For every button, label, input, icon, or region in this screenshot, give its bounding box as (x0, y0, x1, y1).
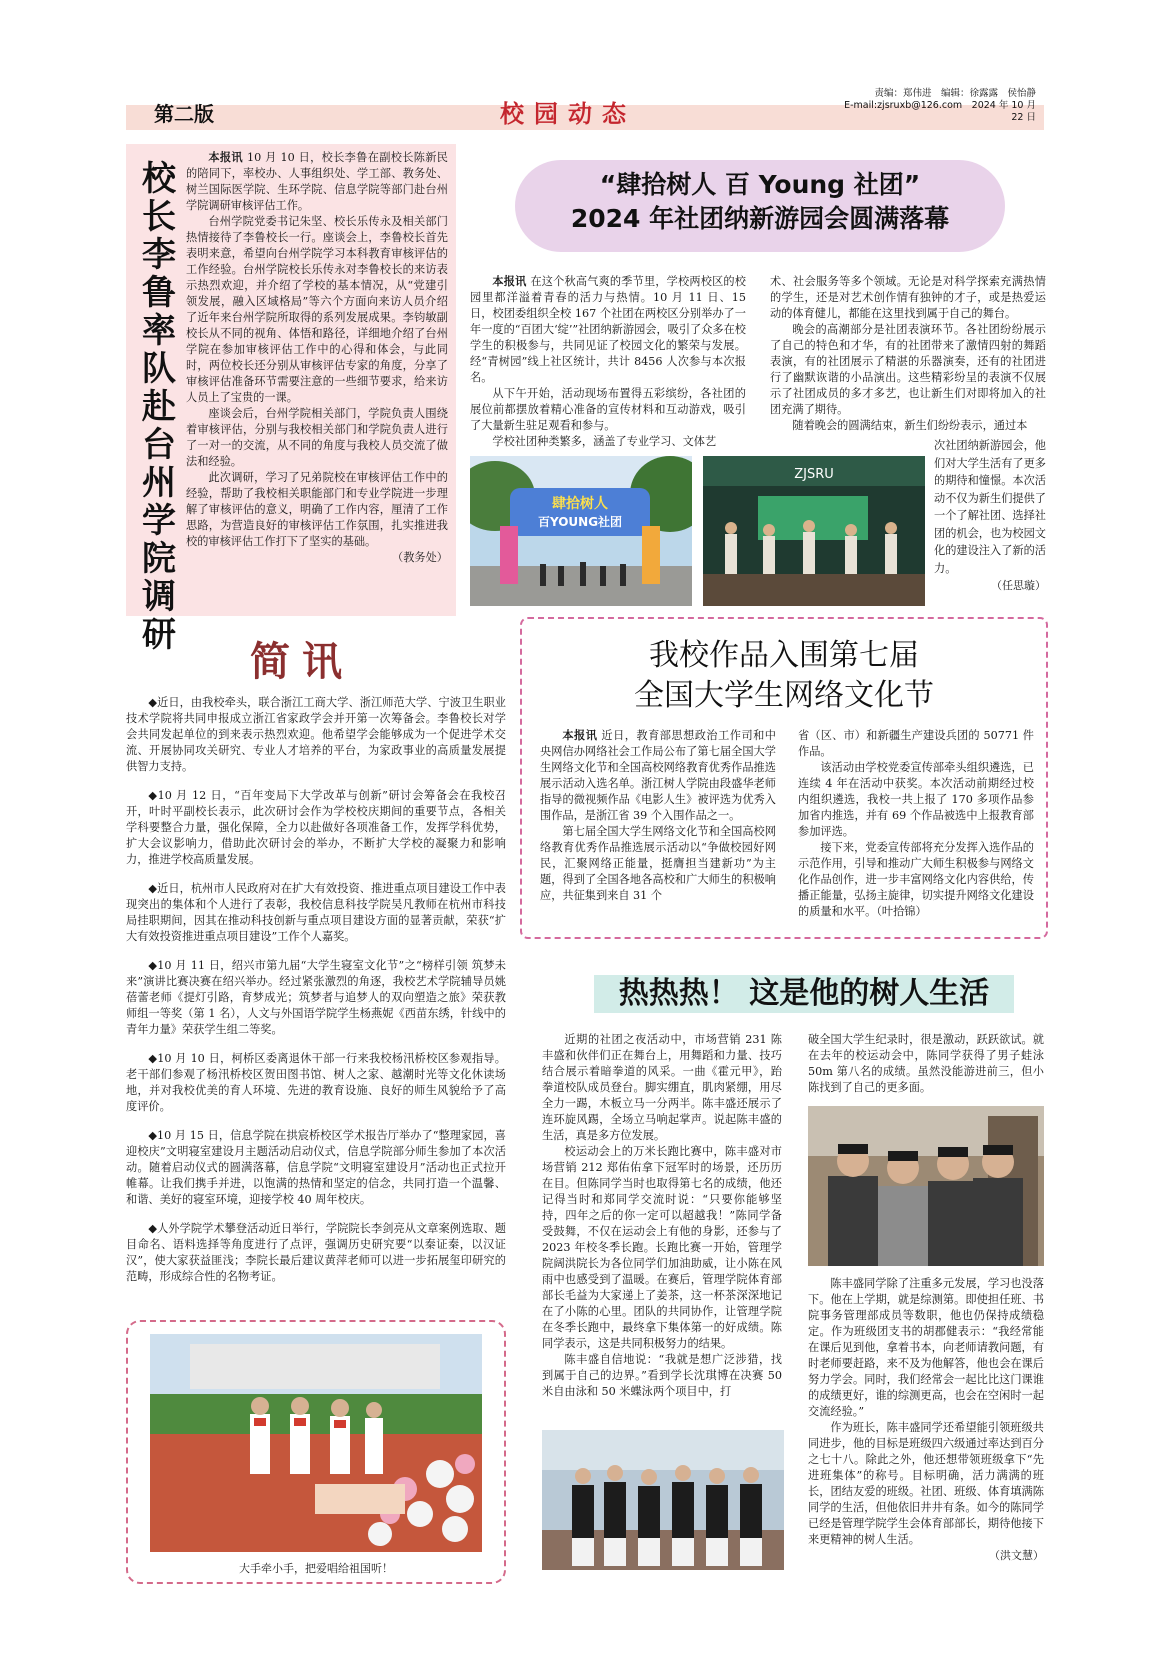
story1-paragraph: 台州学院党委书记朱坚、校长乐传永及相关部门热情接待了李鲁校长一行。座谈会上，李鲁校长首先表明来意，希望向台州学院学习本科教育审核评估的工作经验。台州学院校长乐传永对李鲁校长的来访表示热烈欢迎，并介绍了学校的基本情况，从“党建引领发展，融入区域格局”等六个方面向来访人员介绍了近年来台州学院所取得的系列发展成果。李钧敏副校长从不同的视角、体悟和路径，详细地介绍了台州学院在参加审核评估工作中的心得和体会，与此同时，两位校长还分别从审核评估专家的角度，分享了审核评估准备环节需要注意的一些细节要求，给来访人员上了宝贵的一课。 (186, 215, 448, 404)
brief-photo-caption: 大手牵小手，把爱唱给祖国听！ (239, 1562, 393, 1575)
story2-lead: 本报讯 (492, 275, 527, 288)
club-stage-performance-photo (703, 456, 925, 606)
students-group-photo (542, 1430, 784, 1570)
arch-sign-line2: 百YOUNG社团 (537, 515, 623, 529)
story1-lead: 本报讯 (208, 151, 243, 164)
story4-headline: 热热热！ 这是他的树人生活 (618, 976, 990, 1011)
story2-column-2: 术、社会服务等多个领域。无论是对科学探索充满热情的学生，还是对艺术创作情有独钟的才子，或是热爱运动的体育健儿，都能在这里找到属于自己的舞台。 晚会的高潮部分是社团表演环节。各社团纷纷展示了自己的特色和才华，有的社团带来了激情四射的舞蹈表演，有的社团展示了精湛的乐器演奏，还有的社团进行了幽默诙谐的小品演出。这些精彩纷呈的表演不仅展示了社团成员的多才多艺，也让新生们对即将加入的社团充满了期待。 随着晚会的圆满结束，新生们纷纷表示，通过本 (770, 275, 1046, 432)
story2-column-3: 次社团纳新游园会，他们对大学生活有了更多的期待和憧憬。本次活动不仅为新生们提供了一个了解社团、选择社团的机会，也为校园文化的建设注入了新的活力。 （任思璇） (934, 437, 1046, 595)
brief-item: ◆10 月 11 日，绍兴市第九届“大学生寝室文化节”之“榜样引领 筑梦未来”演讲比赛决赛在绍兴举办。经过紧张激烈的角逐，我校艺术学院辅导员姚蓓蕾老师《提灯引路，育梦成光；筑梦者与追梦人的双向塑造之旅》荣获教师组一等奖（第 1 名），人文与外国语学院学生杨燕妮《西苗东绣，针线中的青年力量》荣获学生组二等奖。 (126, 959, 506, 1036)
kids-celebration-photo (150, 1334, 482, 1552)
story1-headline: 校长李鲁率队赴台州学院调研 (142, 159, 176, 655)
story1-paragraph: 本报讯 10 月 10 日，校长李鲁在副校长陈新民的陪同下，率校办、人事组织处、学工部、教务处、树兰国际医学院、生环学院、信息学院等部门赴台州学院调研审核评估工作。 (186, 151, 448, 212)
brief-item: ◆10 月 15 日，信息学院在拱宸桥校区学术报告厅举办了“整理家园，喜迎校庆”文明寝室建设月主题活动启动仪式，信息学院部分师生参加了本次活动。随着启动仪式的圆满落幕，信息学院“文明寝室建设月”活动也正式拉开帷幕。让我们携手并进，以饱满的热情和坚定的信念，共同打造一个温馨、和谐、美好的寝室环境，迎接学校 40 周年校庆。 (126, 1129, 506, 1206)
story2-signer: （任思璇） (991, 579, 1046, 592)
brief-news-title: 简讯 (250, 639, 354, 685)
story3-signer: （叶拾锦） (876, 905, 927, 918)
story3-column-2: 省（区、市）和新疆生产建设兵团的 50771 件作品。 该活动由学校党委宣传部牵头组织遴选，已连续 4 年在活动中获奖。本次活动前期经过校内组织遴选，我校一共上报了 170 多项作品参加省内推选，并有 69 个作品被选中上报教育部参加评选。 接下来，党委宣传部将充分发挥入选作品的示范作用，引导和推动广大师生积极参与网络文化作品创作，进一步丰富网络文化内容供给，传播正能量，弘扬主旋律，切实提升网络文化建设的质量和水平。（叶拾锦） (798, 729, 1034, 918)
story2-headline-line1: “肆拾树人 百 Young 社团” (599, 170, 921, 199)
story2-column-1: 本报讯 在这个秋高气爽的季节里，学校两校区的校园里都洋溢着青春的活力与热情。10 月 11 日、15 日，校团委组织全校 167 个社团在两校区分别举办了一年一度的“百团大‘绽’”社团纳新游园会，吸引了众多在校学生的积极参与，共同见证了校园文化的繁荣与发展。经“青树园”线上社区统计，共计 8456 人次参与本次报名。 从下午开始，活动现场布置得五彩缤纷，各社团的展位前都摆放着精心准备的宣传材料和互动游戏，吸引了大量新生驻足观看和参与。 学校社团种类繁多，涵盖了专业学习、文体艺 (470, 275, 746, 448)
story4-signer: （洪文慧） (989, 1549, 1044, 1562)
brief-item: ◆近日，杭州市人民政府对在扩大有效投资、推进重点项目建设工作中表现突出的集体和个人进行了表彰，我校信息科技学院吴凡教师在杭州市科技局挂职期间，因其在推动科技创新与重点项目建设方面的显著贡献，荣获“扩大有效投资推进重点项目建设”工作个人嘉奖。 (126, 882, 506, 943)
brief-item: ◆10 月 10 日，柯桥区委离退休干部一行来我校杨汛桥校区参观指导。老干部们参观了杨汛桥校区贺田图书馆、树人之家、越潮时光等文化休读场地，并对我校优美的育人环境、先进的教育设施、良好的师生风貌给予了高度评价。 (126, 1052, 506, 1113)
story3-headline (520, 636, 1048, 716)
brief-item: ◆10 月 12 日，“百年变局下大学改革与创新”研讨会筹备会在我校召开，叶时平副校长表示，此次研讨会作为学校校庆期间的重要节点，各相关学科要整合力量，强化保障，全力以赴做好各项准备工作，发挥学科优势，扩大会议影响力，借助此次研讨会的举办，不断扩大学校的凝聚力和影响力，推进学校高质量发展。 (126, 789, 506, 866)
story3-headline-line1: 我校作品入围第七届 (649, 638, 919, 673)
story4-column-2b: 陈丰盛同学除了注重多元发展，学习也没落下。他在上学期，就是综测第。即使担任班、书院事务管理部成员等数职，他也仍保持成绩稳定。作为班级团支书的胡郡健表示：“我经常能在课后见到他，拿着书本，向老师请教问题，有时老师要赶路，来不及为他解答，他也会在课后努力学会。同时，我们经常会一起比比这门课谁的成绩更好，谁的综测更高，也会在空闲时一起交流经验。” 作为班长，陈丰盛同学还希望能引领班级共同进步，他的目标是班级四六级通过率达到百分之七十八。除此之外，他还想带领班级拿下“先进班集体”的称号。目标明确，活力满满的班长，团结友爱的班级。社团、班级、体育填满陈同学的生活，但他依旧井井有条。如今的陈同学已经是管理学院学生会体育部部长，期待他接下来更精神的树人生活。 （洪文慧） (808, 1277, 1044, 1562)
story3-headline-line2: 全国大学生网络文化节 (634, 678, 934, 713)
dorm-students-photo (808, 1106, 1044, 1266)
editor-names: 责编：郑伟进 编辑：徐露露 侯怡静 (874, 88, 1036, 99)
editor-info (836, 88, 1036, 124)
brief-item: ◆近日，由我校牵头，联合浙江工商大学、浙江师范大学、宁波卫生职业技术学院将共同申报成立浙江省家政学会并开第一次筹备会。李鲁校长对学会共同发起单位的到来表示热烈欢迎。他希望学会能够成为一个促进学术交流、开展协同攻关研究、专业人才培养的平台，为家政事业的高质量发展提供智力支持。 (126, 696, 506, 773)
club-fair-arch-photo (470, 456, 692, 606)
story1-signer: （教务处） (392, 551, 448, 564)
section-title: 校园动态 (500, 100, 636, 128)
story3-column-1: 本报讯 近日，教育部思想政治工作司和中央网信办网络社会工作局公布了第七届全国大学生网络文化节和全国高校网络教育优秀作品推选展示活动入选名单。浙江树人学院由段盛华老师指导的微视频作品《电影人生》被评选为优秀入围作品，是浙江省 39 个入围作品之一。 第七届全国大学生网络文化节和全国高校网络教育优秀作品推选展示活动以“争做校园好网民，汇聚网络正能量，挺膺担当建新功”为主题，得到了全国各地各高校和广大师生的积极响应，共征集到来自 31 个 (540, 729, 776, 902)
brief-news-list (126, 695, 506, 1298)
stage-sign: ZJSRU (794, 467, 834, 482)
story3-lead: 本报讯 (562, 729, 598, 742)
story1-article (186, 150, 448, 566)
page-number-label: 第二版 (154, 102, 214, 126)
brief-item: ◆人外学院学术攀登活动近日举行，学院院长李剑亮从文章案例选取、题目命名、语料选择等角度进行了点评，强调历史研究要“以秦证秦，以汉证汉”，使大家获益匪浅；李院长最后建议黄萍老师可以进一步拓展玺印研究的范畴，形成综合性的名物考证。 (126, 1222, 506, 1283)
story1-paragraph: 此次调研，学习了兄弟院校在审核评估工作中的经验，帮助了我校相关职能部门和专业学院进一步理解了审核评估的意义，明确了工作内容，厘清了工作思路，为营造良好的审核评估工作氛围，扎实推进我校的审核评估工作打下了坚实的基础。 （教务处） (186, 471, 448, 564)
story2-headline (515, 168, 1005, 236)
story4-column-1: 近期的社团之夜活动中，市场营销 231 陈丰盛和伙伴们正在舞台上，用舞蹈和力量、技巧结合展示着暗拳道的风采。一曲《霍元甲》，跆拳道校队成员登台。脚实绷直，肌肉紧绷，用尽全力一踢，木板立马一分两半。陈丰盛还展示了连环旋风踢，全场立马响起掌声。说起陈丰盛的生活，真是多方位发展。 校运动会上的万米长跑比赛中，陈丰盛对市场营销 212 郑佑佑拿下冠军时的场景，还历历在目。但陈同学当时也取得第七名的成绩，他还记得当时和郑同学交流时说：“只要你能够坚持，四年之后的你一定可以超越我！”陈同学备受鼓舞，不仅在运动会上有他的身影，还参与了 2023 年校冬季长跑。长跑比赛一开始，管理学院阔洪院长为各位同学们加油助威，让小陈在风雨中也感受到了温暖。在赛后，管理学院体育部部长毛益为大家递上了姜茶，这一杯茶深深地记在了小陈的心里。团队的共同协作，让管理学院在冬季长跑中，最终拿下集体第一的好成绩。陈同学表示，这是共同积极努力的结果。 陈丰盛自信地说：“我就是想广泛涉猎，找到属于自己的边界。”看到学长沈琪博在决赛 50 米自由泳和 50 米蝶泳两个项目中，打 (542, 1033, 782, 1398)
story2-headline-line2: 2024 年社团纳新游园会圆满落幕 (570, 204, 950, 233)
story1-paragraph: 座谈会后，台州学院相关部门，学院负责人围绕着审核评估，分别与我校相关部门和学院负责人进行了一对一的交流，从不同的角度与我校人员交流了做法和经验。 (186, 407, 448, 468)
arch-sign-line1: 肆拾树人 (552, 496, 608, 512)
email-date: E-mail:zjsruxb@126.com 2024 年 10 月 22 日 (844, 100, 1036, 123)
story4-column-2a: 破全国大学生纪录时，很是激动，跃跃欲试。就在去年的校运动会中，陈同学获得了男子蛙泳 50m 第八名的成绩。虽然没能游进前三，但小陈找到了自己的更多面。 (808, 1033, 1044, 1094)
